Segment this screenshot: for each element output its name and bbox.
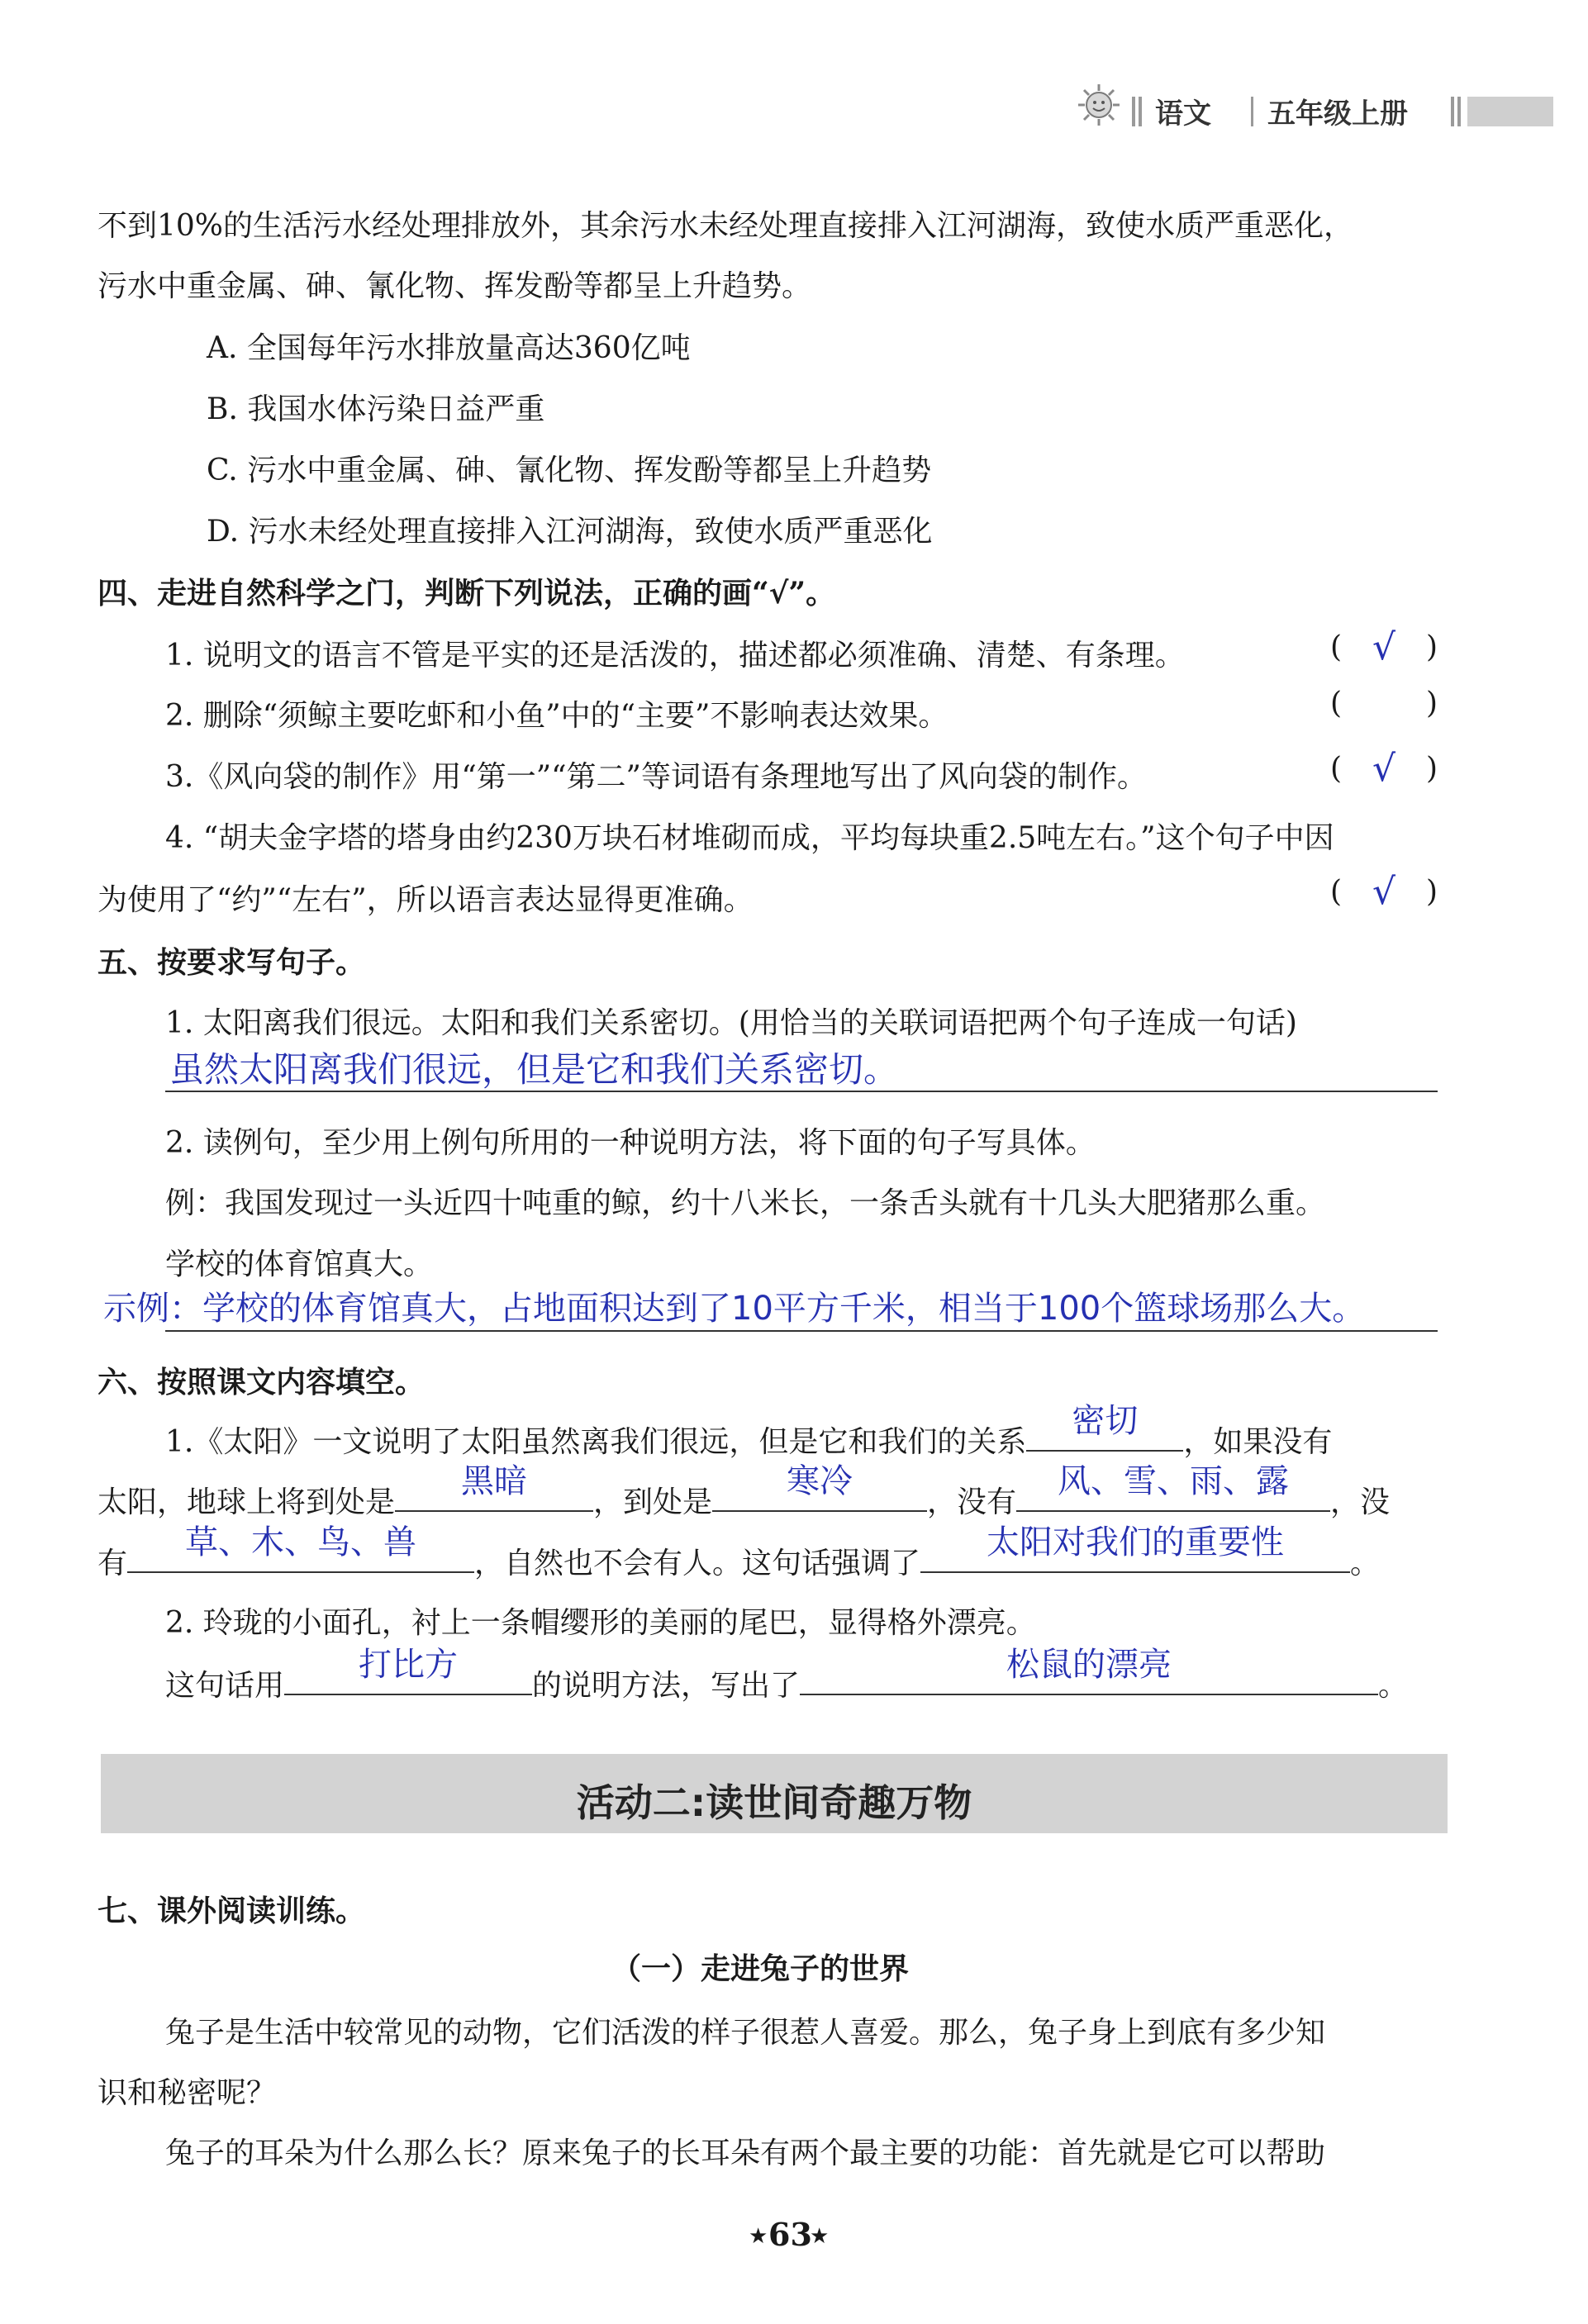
- option-c: C. 污水中重金属、砷、氰化物、挥发酚等都呈上升趋势: [207, 454, 932, 487]
- handwritten-answer: 示例：学校的体育馆真大，占地面积达到了10平方千米，相当于100个篮球场那么大。: [103, 1290, 1366, 1328]
- intro-line: 不到10%的生活污水经处理排放外，其余污水未经处理直接排入江河湖海，致使水质严重恶化，: [97, 209, 1354, 243]
- check-mark: √: [1372, 748, 1396, 790]
- star-icon: ★: [810, 2224, 830, 2249]
- fill-blank: 打比方: [284, 1661, 532, 1695]
- header-sun-icon: [1077, 83, 1121, 127]
- header-subject: 语文: [1155, 97, 1211, 131]
- header-grade: 五年级上册: [1267, 97, 1408, 131]
- judge-item-cont: 为使用了“约”“左右”，所以语言表达显得更准确。: [97, 883, 754, 917]
- star-icon: ★: [749, 2224, 768, 2249]
- reading-paragraph: 兔子是生活中较常见的动物，它们活泼的样子很惹人喜爱。那么，兔子身上到底有多少知: [165, 2016, 1326, 2050]
- handwritten-answer: 虽然太阳离我们很远，但是它和我们关系密切。: [169, 1049, 899, 1090]
- option-d: D. 污水未经处理直接排入江河湖海，致使水质严重恶化: [207, 515, 933, 549]
- option-a: A. 全国每年污水排放量高达360亿吨: [207, 331, 691, 365]
- section-4-title: 四、走进自然科学之门，判断下列说法，正确的画“√”。: [97, 576, 836, 611]
- answer-paren: ( √ ): [1330, 626, 1438, 668]
- question: 2. 玲珑的小面孔，衬上一条帽缨形的美丽的尾巴，显得格外漂亮。: [165, 1606, 1036, 1640]
- prompt-sentence: 学校的体育馆真大。: [165, 1248, 434, 1281]
- page-number: 63: [768, 2216, 812, 2253]
- fill-blank: 黑暗: [395, 1477, 593, 1512]
- fill-blank: 密切: [1026, 1417, 1183, 1452]
- fill-line: 1.《太阳》一文说明了太阳虽然离我们很远，但是它和我们的关系 密切 ，如果没有: [165, 1402, 1333, 1459]
- header-divider: [1132, 97, 1135, 126]
- answer-line: [165, 1330, 1438, 1332]
- fill-blank: 风、雪、雨、露: [1016, 1477, 1330, 1512]
- fill-line: 有 草、木、鸟、兽 ，自然也不会有人。这句话强调了 太阳对我们的重要性 。: [97, 1523, 1381, 1580]
- header-divider: [1451, 97, 1454, 126]
- section-7-title: 七、课外阅读训练。: [97, 1894, 366, 1928]
- answer-paren: ( ): [1330, 687, 1438, 720]
- answer-paren: ( √ ): [1330, 748, 1438, 790]
- question: 1. 太阳离我们很远。太阳和我们关系密切。(用恰当的关联词语把两个句子连成一句话): [165, 1006, 1297, 1040]
- answer-paren: ( √ ): [1330, 871, 1438, 913]
- header-gray-bar: [1467, 97, 1553, 126]
- fill-line: 这句话用 打比方 的说明方法，写出了 松鼠的漂亮 。: [165, 1646, 1409, 1703]
- judge-item: 4. “胡夫金字塔的塔身由约230万块石材堆砌而成，平均每块重2.5吨左右。”这个句子中因: [165, 821, 1334, 855]
- fill-line: 太阳，地球上将到处是 黑暗 ，到处是 寒冷 ，没有 风、雪、雨、露 ，没: [97, 1462, 1391, 1519]
- header-divider: [1139, 97, 1142, 126]
- reading-paragraph: 识和秘密呢？: [97, 2076, 277, 2110]
- reading-subtitle: （一）走进兔子的世界: [611, 1951, 910, 1986]
- judge-item: 3.《风向袋的制作》用“第一”“第二”等词语有条理地写出了风向袋的制作。: [165, 760, 1147, 794]
- question: 2. 读例句，至少用上例句所用的一种说明方法，将下面的句子写具体。: [165, 1126, 1096, 1160]
- header-divider: [1251, 97, 1253, 126]
- judge-item: 2. 删除“须鲸主要吃虾和小鱼”中的“主要”不影响表达效果。: [165, 699, 949, 733]
- check-mark: √: [1372, 626, 1396, 668]
- fill-blank: 松鼠的漂亮: [800, 1661, 1378, 1695]
- reading-paragraph: 兔子的耳朵为什么那么长？原来兔子的长耳朵有两个最主要的功能：首先就是它可以帮助: [165, 2136, 1326, 2170]
- section-6-title: 六、按照课文内容填空。: [97, 1365, 426, 1400]
- fill-blank: 草、木、鸟、兽: [127, 1538, 474, 1573]
- section-5-title: 五、按要求写句子。: [97, 945, 366, 980]
- option-b: B. 我国水体污染日益严重: [207, 392, 545, 426]
- example-sentence: 例：我国发现过一头近四十吨重的鲸，约十八米长，一条舌头就有十几头大肥猪那么重。: [165, 1186, 1326, 1220]
- activity-title: 活动二:读世间奇趣万物: [576, 1780, 972, 1825]
- judge-item: 1. 说明文的语言不管是平实的还是活泼的，描述都必须准确、清楚、有条理。: [165, 639, 1185, 672]
- answer-line: [165, 1091, 1438, 1092]
- fill-blank: 寒冷: [712, 1477, 927, 1512]
- header-divider: [1457, 97, 1461, 126]
- fill-blank: 太阳对我们的重要性: [920, 1538, 1350, 1573]
- check-mark: √: [1372, 871, 1396, 913]
- intro-line: 污水中重金属、砷、氰化物、挥发酚等都呈上升趋势。: [97, 269, 812, 303]
